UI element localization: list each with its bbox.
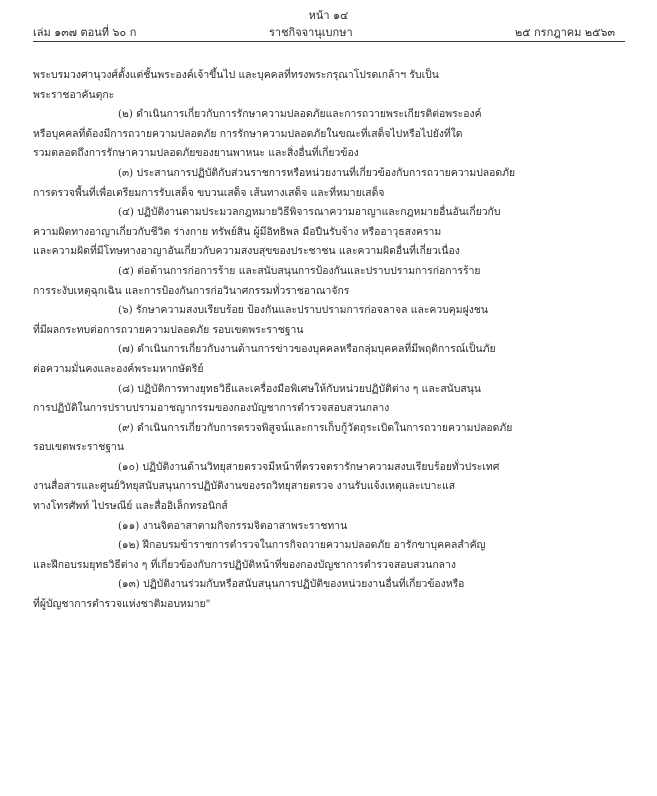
running-header [33, 23, 623, 37]
text-line: ต่อความมั่นคงและองค์พระมหากษัตริย์ [33, 362, 204, 375]
clause-13-line: (๑๓) ปฏิบัติงานร่วมกับหรือสนับสนุนการปฏิบัติของหน่วยงานอื่นที่เกี่ยวข้องหรือ [118, 578, 465, 591]
text-line: และความผิดที่มีโทษทางอาญาอันเกี่ยวกับความสงบสุขของประชาชน และความผิดอื่นที่เกี่ยวเนื่อง [33, 245, 460, 258]
text-line: การปฏิบัติในการปราบปรามอาชญากรรมของกองบัญชาการตำรวจสอบสวนกลาง [33, 402, 390, 415]
text-line: รวมตลอดถึงการรักษาความปลอดภัยของยานพาหนะ และสิ่งอื่นที่เกี่ยวข้อง [33, 147, 359, 160]
text-line: การตรวจพื้นที่เพื่อเตรียมการรับเสด็จ ขบวนเสด็จ เส้นทางเสด็จ และที่หมายเสด็จ [33, 186, 385, 199]
text-line: ความผิดทางอาญาเกี่ยวกับชีวิต ร่างกาย ทรัพย์สิน ผู้มีอิทธิพล มือปืนรับจ้าง หรืออาวุธสงคราม [33, 225, 442, 238]
clause-3-line: (๓) ประสานการปฏิบัติกับส่วนราชการหรือหน่วยงานที่เกี่ยวข้องกับการถวายความปลอดภัย [118, 166, 516, 179]
clause-11-line: (๑๑) งานจิตอาสาตามกิจกรรมจิตอาสาพระราชทาน [118, 519, 348, 532]
header-divider [33, 41, 625, 42]
text-line: ทางโทรศัพท์ ไปรษณีย์ และสื่ออิเล็กทรอนิกส์ [33, 500, 228, 513]
clause-2-line: (๒) ดำเนินการเกี่ยวกับการรักษาความปลอดภัยและการถวายพระเกียรติต่อพระองค์ [118, 108, 482, 121]
publication-title: ราชกิจจานุเบกษา [269, 26, 353, 39]
text-line: ที่ผู้บัญชาการตำรวจแห่งชาติมอบหมาย" [33, 598, 211, 611]
clause-12-line: (๑๒) ฝึกอบรมข้าราชการตำรวจในการกิจถวายความปลอดภัย อารักขาบุคคลสำคัญ [118, 539, 486, 552]
clause-5-line: (๕) ต่อต้านการก่อการร้าย และสนับสนุนการป้องกันและปราบปรามการก่อการร้าย [118, 264, 481, 277]
text-line: ที่มีผลกระทบต่อการถวายความปลอดภัย รอบเขตพระราชฐาน [33, 323, 304, 336]
clause-9-line: (๙) ดำเนินการเกี่ยวกับการตรวจพิสูจน์และการเก็บกู้วัตถุระเบิดในการถวายความปลอดภัย [118, 421, 513, 434]
page-number: หน้า ๑๔ [308, 9, 349, 22]
text-line: พระราชอาคันตุกะ [33, 88, 115, 101]
text-line: รอบเขตพระราชฐาน [33, 441, 124, 454]
clause-4-line: (๔) ปฏิบัติงานตามประมวลกฎหมายวิธีพิจารณาความอาญาและกฎหมายอื่นอันเกี่ยวกับ [118, 206, 501, 219]
clause-7-line: (๗) ดำเนินการเกี่ยวกับงานด้านการข่าวของบุคคลหรือกลุ่มบุคคลที่มีพฤติการณ์เป็นภัย [118, 343, 496, 356]
clause-8-line: (๘) ปฏิบัติการทางยุทธวิธีและเครื่องมือพิเศษให้กับหน่วยปฏิบัติต่าง ๆ และสนับสนุน [118, 382, 481, 395]
document-body [33, 66, 626, 615]
clause-10-line: (๑๐) ปฏิบัติงานด้านวิทยุสายตรวจมีหน้าที่ตรวจตรารักษาความสงบเรียบร้อยทั่วประเทศ [118, 460, 500, 473]
text-line: และฝึกอบรมยุทธวิธีต่าง ๆ ที่เกี่ยวข้องกับการปฏิบัติหน้าที่ของกองบัญชาการตำรวจสอบสวนกลาง [33, 558, 456, 571]
publication-date: ๒๕ กรกฎาคม ๒๕๖๓ [514, 26, 615, 39]
text-line: หรือบุคคลที่ต้องมีการถวายความปลอดภัย การรักษาความปลอดภัยในขณะที่เสด็จไปหรือไปยังที่ใด [33, 127, 463, 140]
clause-6-line: (๖) รักษาความสงบเรียบร้อย ป้องกันและปราบปรามการก่อจลาจล และควบคุมฝูงชน [118, 304, 488, 317]
text-line: การระงับเหตุฉุกเฉิน และการป้องกันการก่อวินาศกรรมทั่วราชอาณาจักร [33, 284, 350, 297]
text-line: งานสื่อสารและศูนย์วิทยุสนับสนุนการปฏิบัติงานของรถวิทยุสายตรวจ งานรับแจ้งเหตุและเบาะแส [33, 480, 456, 493]
text-line: พระบรมวงศานุวงศ์ตั้งแต่ชั้นพระองค์เจ้าขึ้นไป และบุคคลที่ทรงพระกรุณาโปรดเกล้าฯ รับเป็น [33, 69, 439, 81]
volume-issue: เล่ม ๑๓๗ ตอนที่ ๖๐ ก [33, 26, 137, 39]
